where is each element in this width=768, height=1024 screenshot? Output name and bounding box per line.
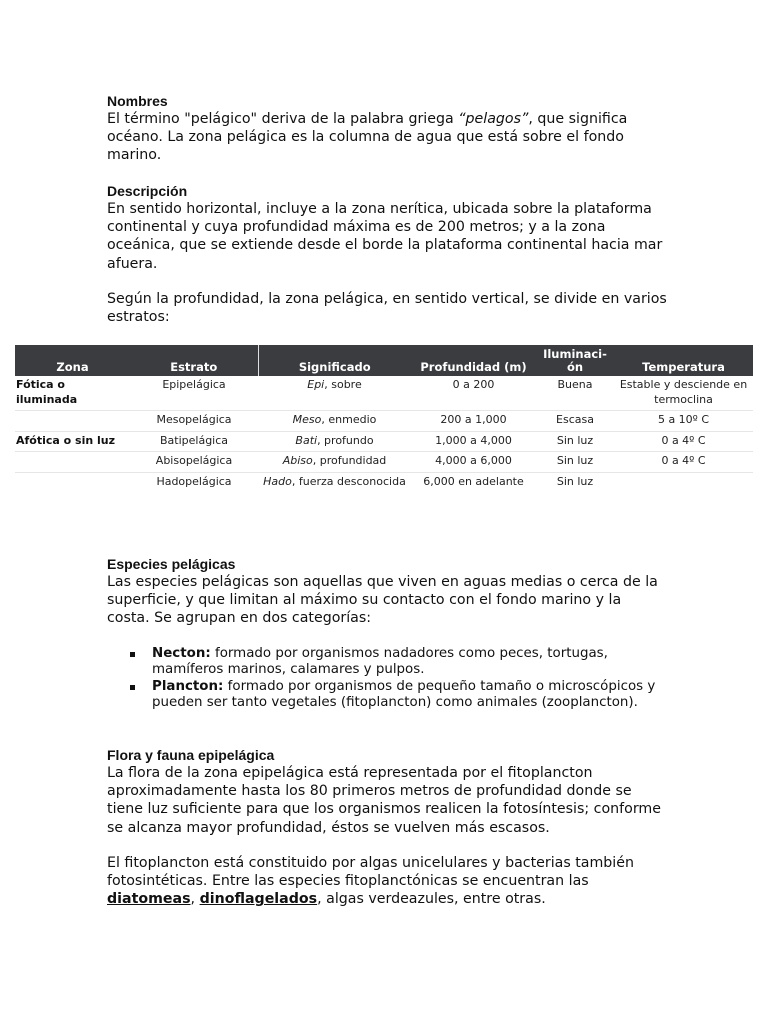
- cell-temperatura: 0 a 4º C: [614, 431, 753, 452]
- cell-zona: [15, 411, 130, 432]
- cell-iluminacion: Escasa: [536, 411, 614, 432]
- cell-estrato: Mesopelágica: [130, 411, 258, 432]
- section-flora: [107, 746, 667, 908]
- paragraph-flora-1: La flora de la zona epipelágica está representada por el fitoplancton aproximadamente hasta los 80 primeros metros de profundidad donde se tiene luz suficiente para que los organismos realicen la fotosíntesis; conforme se alcanza mayor profundidad, éstos se vuelven más escasos.: [107, 765, 661, 836]
- cell-zona: [15, 472, 130, 492]
- header-estrato: Estrato: [130, 345, 258, 376]
- section-descripcion: [107, 182, 667, 326]
- cell-temperatura: [614, 472, 753, 492]
- heading-nombres: Nombres: [107, 93, 168, 109]
- cell-profundidad: 4,000 a 6,000: [411, 452, 536, 473]
- header-temperatura: Temperatura: [614, 345, 753, 376]
- paragraph-flora-2: El fitoplancton está constituido por algas unicelulares y bacterias también fotosintéticas. Entre las especies fitoplanctónicas se encuentran las diatomeas, dinoflagelados, algas verdeazules, entre otras.: [107, 854, 634, 908]
- link-dinoflagelados[interactable]: dinoflagelados: [199, 891, 318, 908]
- cell-estrato: Epipelágica: [130, 376, 258, 411]
- list-item: Plancton: formado por organismos de pequeño tamaño o microscópicos y pueden ser tanto vegetales (fitoplancton) como animales (zooplancton).: [107, 679, 667, 712]
- table-row: [15, 472, 753, 492]
- cell-zona: Afótica o sin luz: [15, 431, 130, 452]
- table-row: [15, 411, 753, 432]
- table-row: [15, 431, 753, 452]
- cell-significado: Hado, fuerza desconocida: [263, 474, 406, 488]
- cell-estrato: Batipelágica: [130, 431, 258, 452]
- cell-significado: Epi, sobre: [258, 376, 411, 411]
- cell-profundidad: 200 a 1,000: [411, 411, 536, 432]
- table-row: [15, 376, 753, 411]
- cell-temperatura: 0 a 4º C: [614, 452, 753, 473]
- cell-iluminacion: Sin luz: [536, 452, 614, 473]
- cell-profundidad: 1,000 a 4,000: [411, 431, 536, 452]
- paragraph-nombres: El término "pelágico" deriva de la palabra griega “pelagos”, que significa océano. La zona pelágica es la columna de agua que está sobre el fondo marino.: [107, 111, 628, 164]
- cell-significado: Abiso, profundidad: [258, 452, 411, 473]
- bullet-icon: [130, 685, 135, 690]
- species-category-list: [107, 646, 667, 712]
- heading-descripcion: Descripción: [107, 183, 188, 199]
- heading-especies: Especies pelágicas: [107, 556, 236, 572]
- cell-significado: Meso, enmedio: [258, 411, 411, 432]
- cell-temperatura: Estable y desciende en termoclina: [614, 376, 753, 411]
- paragraph-descripcion-2: Según la profundidad, la zona pelágica, en sentido vertical, se divide en varios estratos:: [107, 290, 667, 326]
- cell-iluminacion: Sin luz: [556, 474, 594, 488]
- cell-estrato: Hadopelágica: [156, 474, 232, 488]
- cell-estrato: Abisopelágica: [130, 452, 258, 473]
- cell-iluminacion: Buena: [536, 376, 614, 411]
- cell-significado: Bati, profundo: [258, 431, 411, 452]
- cell-zona: Fótica o iluminada: [15, 376, 130, 411]
- link-diatomeas[interactable]: diatomeas: [107, 891, 191, 908]
- cell-zona: [15, 452, 130, 473]
- table-header-row: [15, 345, 753, 376]
- cell-profundidad: 0 a 200: [411, 376, 536, 411]
- bullet-icon: [130, 652, 135, 657]
- header-iluminacion: Iluminación: [536, 345, 614, 376]
- cell-temperatura: 5 a 10º C: [614, 411, 753, 432]
- cell-iluminacion: Sin luz: [536, 431, 614, 452]
- list-item: Necton: formado por organismos nadadores como peces, tortugas, mamíferos marinos, calamares y pulpos.: [107, 646, 667, 679]
- paragraph-descripcion-1: En sentido horizontal, incluye a la zona nerítica, ubicada sobre la plataforma continental y cuya profundidad máxima es de 200 metros; y a la zona oceánica, que se extiende desde el borde la plataforma continental hacia mar afuera.: [107, 201, 663, 272]
- paragraph-especies: Las especies pelágicas son aquellas que viven en aguas medias o cerca de la superficie, y que limitan al máximo su contacto con el fondo marino y la costa. Se agrupan en dos categorías:: [107, 574, 658, 627]
- section-especies: [107, 555, 667, 712]
- cell-profundidad: 6,000 en adelante: [423, 474, 524, 488]
- header-profundidad: Profundidad (m): [411, 345, 536, 376]
- header-zona: Zona: [15, 345, 130, 376]
- table-row: [15, 452, 753, 473]
- header-significado: Significado: [258, 345, 411, 376]
- heading-flora: Flora y fauna epipelágica: [107, 747, 275, 763]
- pelagic-zones-table: [15, 345, 753, 492]
- section-nombres: [107, 92, 667, 165]
